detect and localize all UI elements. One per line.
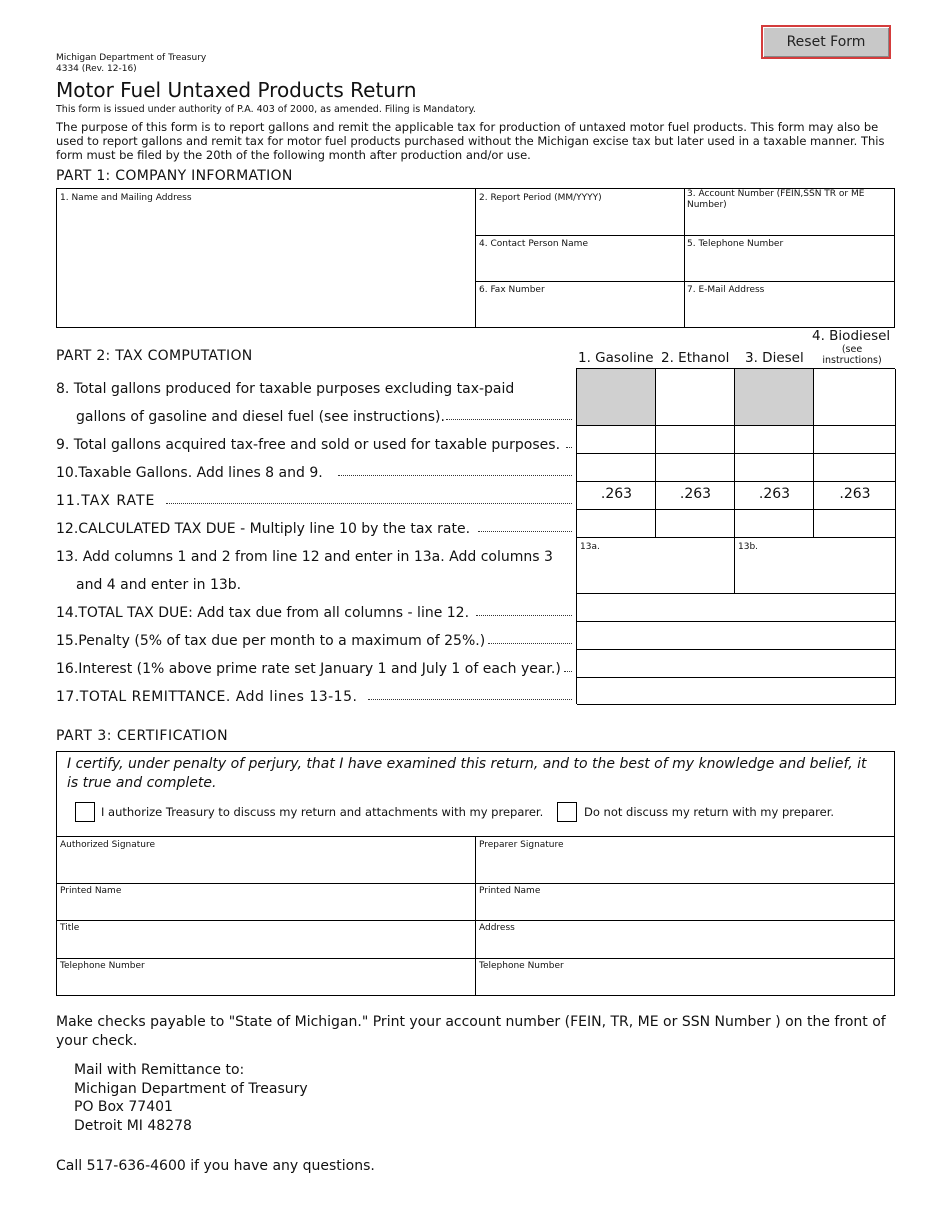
- preparer-signature-field[interactable]: Preparer Signature: [479, 840, 564, 850]
- line8-ethanol[interactable]: [656, 369, 735, 426]
- telephone-left-field[interactable]: Telephone Number: [60, 961, 145, 971]
- company-info-box: [56, 188, 895, 328]
- authorize-preparer-label: I authorize Treasury to discuss my return and attachments with my preparer.: [101, 805, 544, 819]
- line9-diesel[interactable]: [735, 426, 814, 454]
- line13a-field[interactable]: 13a.: [577, 538, 735, 594]
- line9-text: 9. Total gallons acquired tax-free and sold or used for taxable purposes.: [56, 437, 561, 453]
- address-field[interactable]: Address: [479, 923, 515, 933]
- line14-field[interactable]: [577, 594, 896, 622]
- rate-gasoline: .263: [577, 482, 656, 510]
- line15-text: 15.Penalty (5% of tax due per month to a maximum of 25%.): [56, 633, 486, 649]
- certify-statement: I certify, under penalty of perjury, that I have examined this return, and to the best of my knowledge and belief, it is true and complete.: [67, 756, 867, 791]
- col-biodiesel-header: 4. Biodiesel: [812, 328, 891, 344]
- line8-gasoline: [577, 369, 656, 426]
- line10-gasoline[interactable]: [577, 454, 656, 482]
- fax-field[interactable]: 6. Fax Number: [479, 285, 545, 295]
- line17-text: 17.TOTAL REMITTANCE. Add lines 13-15.: [56, 689, 358, 705]
- line10-ethanol[interactable]: [656, 454, 735, 482]
- line14-text: 14.TOTAL TAX DUE: Add tax due from all columns - line 12.: [56, 605, 470, 621]
- report-period-field[interactable]: 2. Report Period (MM/YYYY): [479, 193, 602, 203]
- line8-diesel: [735, 369, 814, 426]
- telephone-right-field[interactable]: Telephone Number: [479, 961, 564, 971]
- page-title: Motor Fuel Untaxed Products Return: [56, 78, 417, 102]
- printed-name-right-field[interactable]: Printed Name: [479, 886, 541, 896]
- dept-name: Michigan Department of Treasury: [56, 53, 207, 63]
- mail-line-1: Mail with Remittance to:: [74, 1062, 245, 1078]
- line8-text-a: 8. Total gallons produced for taxable purposes excluding tax-paid: [56, 381, 515, 397]
- rate-biodiesel: .263: [814, 482, 896, 510]
- part2-heading: PART 2: TAX COMPUTATION: [56, 348, 253, 364]
- title-field[interactable]: Title: [60, 923, 80, 933]
- line9-gasoline[interactable]: [577, 426, 656, 454]
- col-biodiesel-note: (see instructions): [822, 344, 882, 366]
- rate-diesel: .263: [735, 482, 814, 510]
- part3-heading: PART 3: CERTIFICATION: [56, 728, 229, 744]
- line15-field[interactable]: [577, 622, 896, 650]
- mail-line-2: Michigan Department of Treasury: [74, 1081, 308, 1097]
- name-address-field[interactable]: 1. Name and Mailing Address: [60, 193, 192, 203]
- line12-biodiesel[interactable]: [814, 510, 896, 538]
- line12-gasoline[interactable]: [577, 510, 656, 538]
- line13-text-b: and 4 and enter in 13b.: [76, 577, 242, 593]
- part1-heading: PART 1: COMPANY INFORMATION: [56, 168, 293, 184]
- contact-person-field[interactable]: 4. Contact Person Name: [479, 239, 588, 249]
- reset-form-button[interactable]: Reset Form: [761, 25, 891, 59]
- line12-ethanol[interactable]: [656, 510, 735, 538]
- call-text: Call 517-636-4600 if you have any questions.: [56, 1158, 375, 1174]
- form-number: 4334 (Rev. 12-16): [56, 64, 137, 74]
- tax-grid: [576, 368, 895, 704]
- certification-box: [56, 751, 895, 996]
- telephone-field[interactable]: 5. Telephone Number: [687, 239, 784, 249]
- line13-text-a: 13. Add columns 1 and 2 from line 12 and enter in 13a. Add columns 3: [56, 549, 553, 565]
- line11-text: 11.TAX RATE: [56, 493, 156, 509]
- col-ethanol-header: 2. Ethanol: [661, 350, 730, 366]
- line10-biodiesel[interactable]: [814, 454, 896, 482]
- line16-field[interactable]: [577, 650, 896, 678]
- line8-text-b: gallons of gasoline and diesel fuel (see instructions).: [76, 409, 445, 425]
- printed-name-left-field[interactable]: Printed Name: [60, 886, 122, 896]
- mail-line-4: Detroit MI 48278: [74, 1118, 192, 1134]
- line13b-field[interactable]: 13b.: [735, 538, 896, 594]
- mail-line-3: PO Box 77401: [74, 1099, 173, 1115]
- account-number-field[interactable]: 3. Account Number (FEIN,SSN TR or ME Number): [687, 189, 865, 210]
- do-not-discuss-checkbox[interactable]: [557, 802, 577, 822]
- line12-diesel[interactable]: [735, 510, 814, 538]
- authorize-preparer-checkbox[interactable]: [75, 802, 95, 822]
- purpose-text: The purpose of this form is to report gallons and remit the applicable tax for production of untaxed motor fuel products. This form may also be used to report gallons and remit tax for motor fuel products purchased without the Michigan excise tax but later used in a taxable manner. This form must be filed by the 20th of the following month after production and/or use.: [56, 120, 885, 162]
- do-not-discuss-label: Do not discuss my return with my preparer.: [584, 805, 835, 819]
- col-gasoline-header: 1. Gasoline: [578, 350, 654, 366]
- line17-field[interactable]: [577, 678, 896, 705]
- rate-ethanol: .263: [656, 482, 735, 510]
- line10-text: 10.Taxable Gallons. Add lines 8 and 9.: [56, 465, 323, 481]
- line16-text: 16.Interest (1% above prime rate set January 1 and July 1 of each year.): [56, 661, 561, 677]
- line8-biodiesel[interactable]: [814, 369, 896, 426]
- line10-diesel[interactable]: [735, 454, 814, 482]
- authorized-signature-field[interactable]: Authorized Signature: [60, 840, 156, 850]
- line9-biodiesel[interactable]: [814, 426, 896, 454]
- line12-text: 12.CALCULATED TAX DUE - Multiply line 10 by the tax rate.: [56, 521, 471, 537]
- email-field[interactable]: 7. E-Mail Address: [687, 285, 765, 295]
- col-diesel-header: 3. Diesel: [745, 350, 804, 366]
- line9-ethanol[interactable]: [656, 426, 735, 454]
- checks-payable-text: Make checks payable to "State of Michigan." Print your account number (FEIN, TR, ME or SSN Number ) on the front of your check.: [56, 1014, 886, 1049]
- authority-text: This form is issued under authority of P.A. 403 of 2000, as amended. Filing is Mandatory.: [56, 104, 476, 115]
